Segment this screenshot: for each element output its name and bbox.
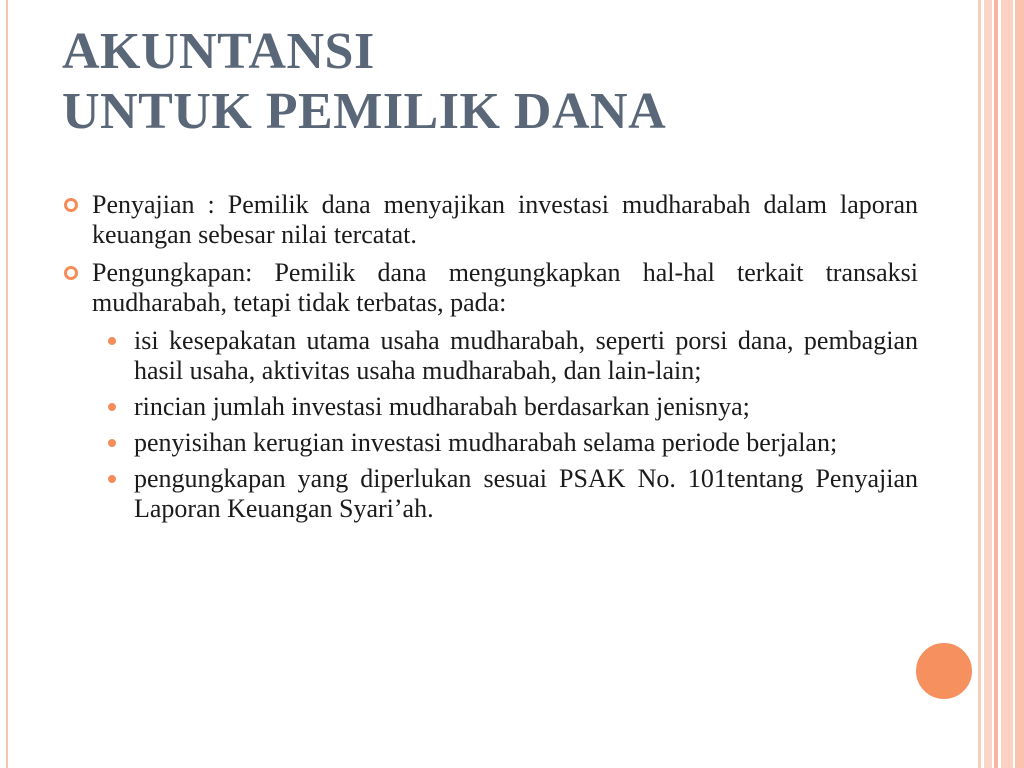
sub-bullet-item: [134, 326, 918, 386]
dot-bullet-icon: [108, 439, 116, 447]
ring-bullet-icon: [64, 266, 78, 280]
sub-bullet-item: [134, 464, 918, 524]
sub-bullet-text: isi kesepakatan utama usaha mudharabah, seperti porsi dana, pembagian hasil usaha, aktivitas usaha mudharabah, dan lain-lain;: [134, 326, 918, 385]
sub-bullet-item: [134, 392, 918, 422]
dot-bullet-icon: [108, 337, 116, 345]
dot-bullet-icon: [108, 403, 116, 411]
sub-bullet-item: [134, 428, 918, 458]
bullet-text: Penyajian : Pemilik dana menyajikan investasi mudharabah dalam laporan keuangan sebesar nilai tercatat.: [92, 190, 918, 249]
ring-bullet-icon: [64, 198, 78, 212]
slide-title: [62, 22, 962, 142]
dot-bullet-icon: [108, 475, 116, 483]
bullet-text: Pengungkapan: Pemilik dana mengungkapkan hal-hal terkait transaksi mudharabah, tetapi tidak terbatas, pada:: [92, 258, 918, 317]
bullet-item-penyajian: [92, 190, 918, 250]
slide-title-line-2: UNTUK PEMILIK DANA: [62, 83, 667, 140]
bullet-list: [0, 190, 1024, 530]
decorative-circle-icon: [913, 640, 975, 702]
bullet-item-pengungkapan: [92, 258, 918, 318]
sub-bullet-text: rincian jumlah investasi mudharabah berdasarkan jenisnya;: [134, 392, 750, 421]
sub-bullet-text: penyisihan kerugian investasi mudharabah selama periode berjalan;: [134, 428, 838, 457]
slide-title-line-1: AKUNTANSI: [62, 23, 375, 80]
sub-bullet-text: pengungkapan yang diperlukan sesuai PSAK No. 101tentang Penyajian Laporan Keuangan Syari’ah.: [134, 464, 918, 523]
